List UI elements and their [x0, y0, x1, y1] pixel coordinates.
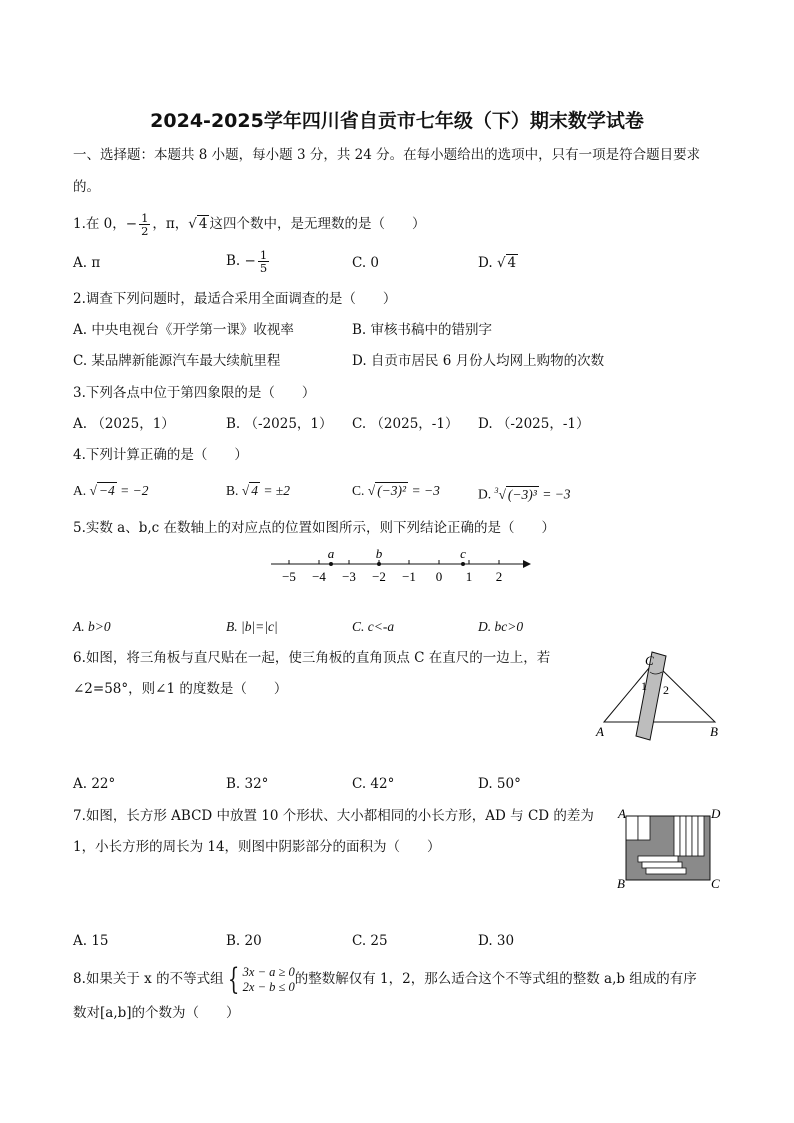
point-a: [329, 562, 333, 566]
tick-label: 0: [435, 569, 443, 584]
question-4-stem: 4.下列计算正确的是（ ）: [73, 447, 248, 463]
question-2-stem: 2.调查下列问题时，最适合采用全面调查的是（ ）: [73, 291, 397, 307]
question-1-stem: 1.在 0，− $\frac{1}{2}$ ，π，√ 4 这四个数中，是无理数的是（ ）: [73, 211, 426, 238]
q1-prefix: 1.在 0，: [73, 216, 126, 232]
q1-option-c: C. 0: [352, 255, 380, 271]
label-1: 1: [641, 679, 647, 693]
tick-label: −2: [372, 569, 386, 584]
page-title: 2024-2025学年四川省自贡市七年级（下）期末数学试卷: [150, 110, 644, 132]
q5-option-c: C. c<-a: [352, 619, 395, 634]
q3-option-b: B. （-2025，1）: [226, 416, 333, 432]
question-6-stem-cont: ∠2=58°，则∠1 的度数是（ ）: [73, 681, 288, 697]
tick-label: −3: [342, 569, 356, 584]
point-label-b: b: [375, 546, 383, 561]
q1-mid: ，π，: [152, 216, 189, 232]
label-D: D: [711, 806, 721, 821]
point-c: [461, 562, 465, 566]
label-A: A: [596, 724, 604, 739]
tick-label: 2: [495, 569, 503, 584]
label-2: 2: [663, 683, 669, 697]
label-B: B: [617, 876, 625, 891]
tick-label: −1: [402, 569, 416, 584]
section-heading: 一、选择题：本题共 8 小题，每小题 3 分，共 24 分。在每小题给出的选项中，只有一项是符合题目要求: [73, 147, 701, 163]
q2-option-c: C. 某品牌新能源汽车最大续航里程: [73, 353, 281, 369]
question-6-stem: 6.如图，将三角板与直尺贴在一起，使三角板的直角顶点 C 在直尺的一边上，若: [73, 650, 551, 666]
q1-sqrt: √ 4: [188, 216, 208, 232]
point-label-a: a: [327, 546, 335, 561]
q1-option-d: D. √ 4: [478, 255, 517, 271]
q6-option-b: B. 32°: [226, 776, 269, 792]
tick-label: −5: [282, 569, 296, 584]
number-line-figure: [265, 542, 535, 588]
label-B: B: [710, 724, 718, 739]
section-heading-cont: 的。: [73, 179, 100, 195]
q1-option-b: B. − $\frac{1}{5}$: [226, 248, 268, 275]
q2-option-a: A. 中央电视台《开学第一课》收视率: [73, 322, 294, 338]
question-7-stem: 7.如图，长方形 ABCD 中放置 10 个形状、大小都相同的小长方形，AD 与 CD 的差为: [73, 808, 594, 824]
point-label-c: c: [460, 546, 466, 561]
q3-option-a: A. （2025，1）: [73, 416, 175, 432]
question-7-stem-cont: 1，小长方形的周长为 14，则图中阴影部分的面积为（ ）: [73, 839, 441, 855]
q1-option-a: A. π: [73, 255, 101, 271]
label-C: C: [645, 653, 654, 668]
q3-option-c: C. （2025，-1）: [352, 416, 459, 432]
q4-option-b: B. √ 4 = ±2: [226, 483, 290, 498]
triangle-ruler-figure: [592, 646, 724, 742]
q4-option-d: D. $^3$√ (−3)³ = −3: [478, 486, 571, 502]
q2-option-b: B. 审核书稿中的错别字: [352, 322, 493, 338]
tick-label: −4: [312, 569, 326, 584]
tick-label: 1: [465, 569, 473, 584]
question-5-stem: 5.实数 a、b,c 在数轴上的对应点的位置如图所示，则下列结论正确的是（ ）: [73, 520, 556, 536]
label-A: A: [618, 806, 626, 821]
q6-option-c: C. 42°: [352, 776, 395, 792]
q5-option-d: D. bc>0: [478, 619, 524, 634]
q5-option-b: B. |b|=|c|: [226, 619, 278, 634]
q1-fraction: $\frac{1}{2}$: [141, 211, 149, 238]
point-b: [377, 562, 381, 566]
question-8-stem: 8.如果关于 x 的不等式组 { 3x − a ≥ 0 2x − b ≤ 0 的整数解仅有 1，2，那么适合这个不等式组的整数 a,b 组成的有序: [73, 961, 697, 997]
q2-option-d: D. 自贡市居民 6 月份人均网上购物的次数: [352, 353, 605, 369]
question-8-stem-cont: 数对[a,b]的个数为（ ）: [73, 1005, 240, 1021]
rectangle-figure: [612, 804, 724, 894]
axis-arrow: [523, 560, 531, 568]
q1-suffix: 这四个数中，是无理数的是（ ）: [209, 216, 426, 232]
q4-option-a: A. √ −4 = −2: [73, 483, 149, 498]
q7-option-c: C. 25: [352, 933, 388, 949]
label-C: C: [711, 876, 720, 891]
q5-option-a: A. b>0: [73, 619, 111, 634]
q7-option-d: D. 30: [478, 933, 515, 949]
q6-option-d: D. 50°: [478, 776, 521, 792]
q7-option-b: B. 20: [226, 933, 262, 949]
q4-option-c: C. √ (−3)² = −3: [352, 483, 440, 498]
q7-option-a: A. 15: [73, 933, 109, 949]
q6-option-a: A. 22°: [73, 776, 116, 792]
q3-option-d: D. （-2025，-1）: [478, 416, 590, 432]
question-3-stem: 3.下列各点中位于第四象限的是（ ）: [73, 385, 316, 401]
